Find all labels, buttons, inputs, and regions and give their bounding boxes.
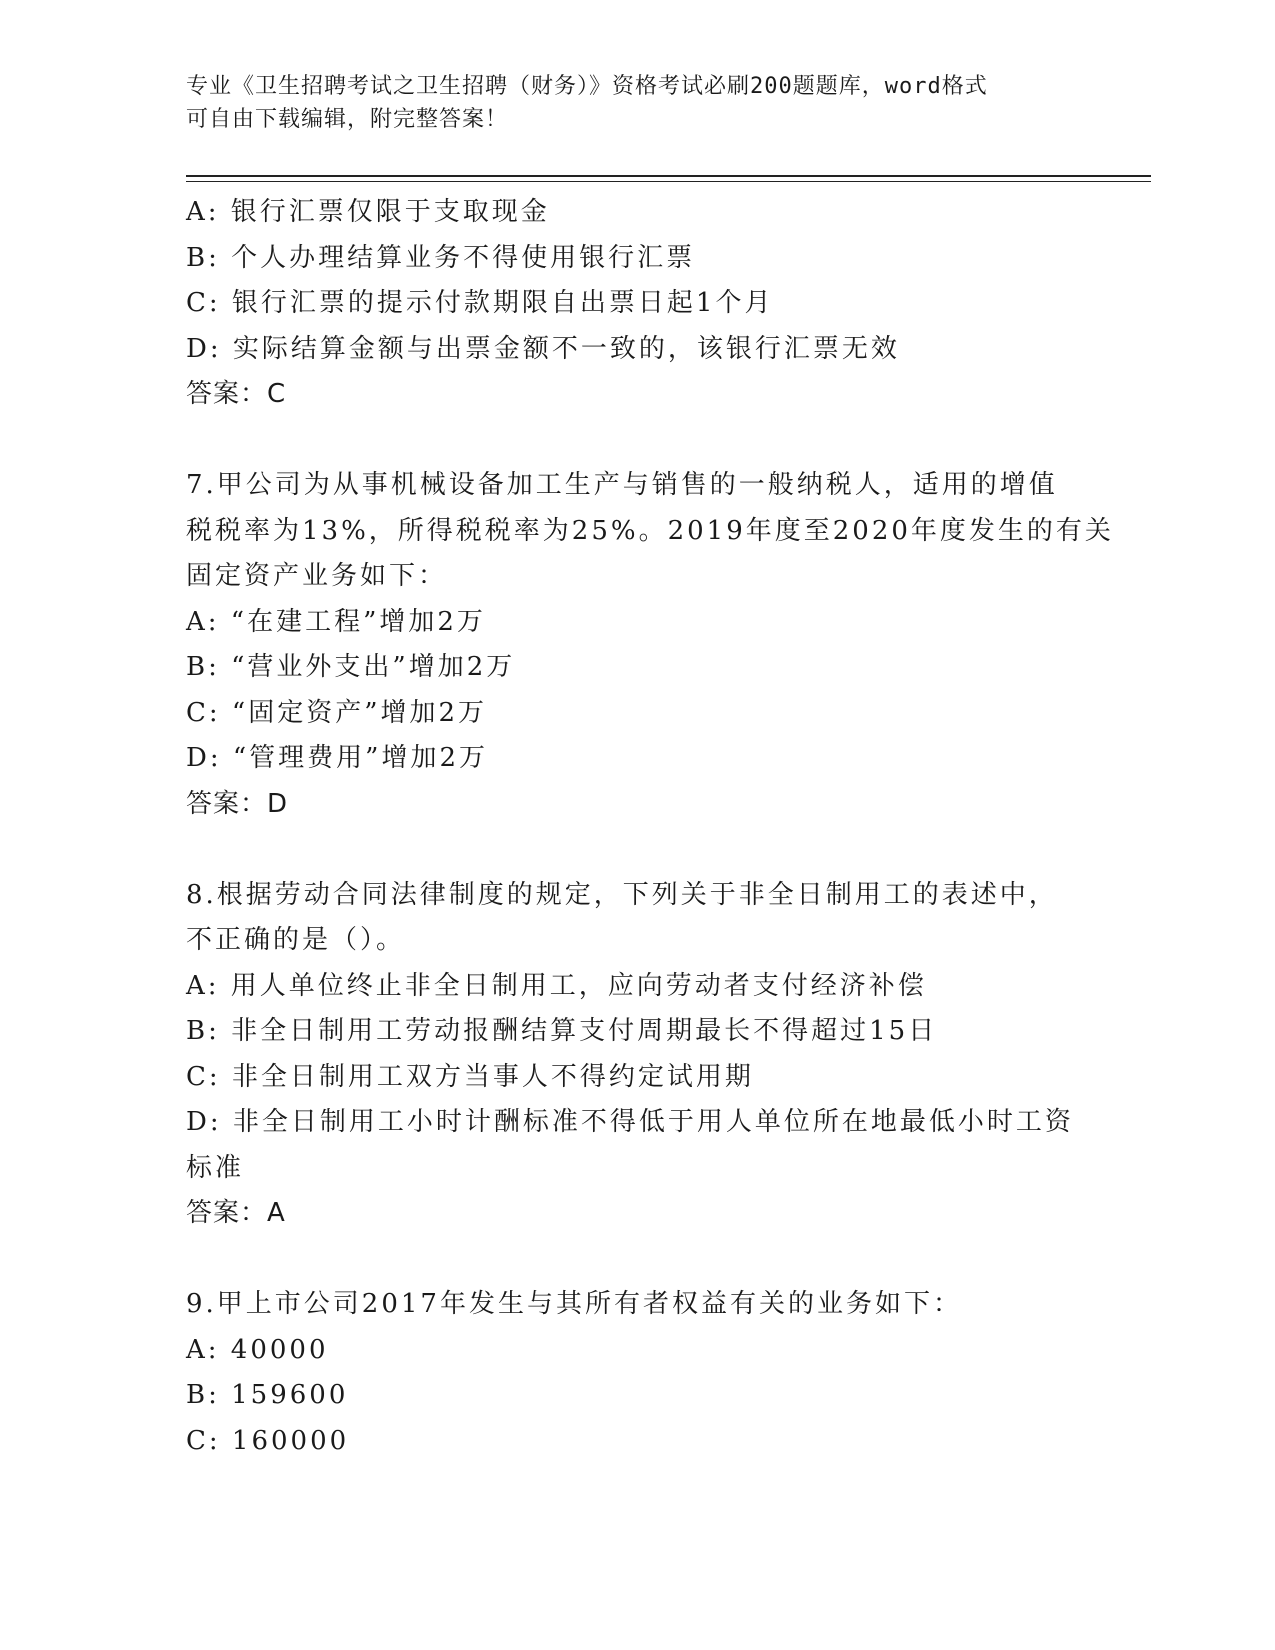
question-stem: 8.根据劳动合同法律制度的规定，下列关于非全日制用工的表述中，: [186, 879, 1058, 910]
header-line-2: 可自由下载编辑，附完整答案！: [186, 107, 509, 132]
option-b: B: 个人办理结算业务不得使用银行汇票: [186, 242, 696, 273]
question-spacer: [186, 418, 1066, 464]
question-6: [186, 190, 1066, 418]
question-8: [186, 873, 1074, 1237]
question-stem: 7.甲公司为从事机械设备加工生产与销售的一般纳税人，适用的增值: [186, 470, 1058, 500]
option-d: D: “管理费用”增加2万: [186, 743, 488, 773]
option-a: A: “在建工程”增加2万: [186, 606, 486, 637]
question-stem: 税税率为13%，所得税税率为25%。2019年度至2020年度发生的有关: [186, 515, 1114, 546]
answer: 答案：D: [186, 788, 289, 819]
option-a: A: 银行汇票仅限于支取现金: [186, 197, 550, 227]
question-spacer: [186, 1237, 1066, 1283]
question-stem: 9.甲上市公司2017年发生与其所有者权益有关的业务如下：: [186, 1289, 962, 1319]
answer: 答案：C: [186, 379, 287, 409]
header-divider-thick: [186, 175, 1151, 177]
answer: 答案：A: [186, 1198, 286, 1228]
header-divider-thin: [186, 181, 1151, 182]
option-b: B: 159600: [186, 1380, 349, 1410]
option-b: B: “营业外支出”增加2万: [186, 652, 516, 682]
option-b: B: 非全日制用工劳动报酬结算支付周期最长不得超过15日: [186, 1016, 938, 1046]
option-d: D: 非全日制用工小时计酬标准不得低于用人单位所在地最低小时工资: [186, 1107, 1074, 1137]
header-line-1: 专业《卫生招聘考试之卫生招聘（财务）》资格考试必刷200题题库，word格式: [186, 74, 988, 99]
document-header: [186, 70, 1066, 136]
question-stem: 固定资产业务如下：: [186, 561, 448, 591]
option-d-continued: 标准: [186, 1152, 245, 1183]
question-stem: 不正确的是（）。: [186, 925, 406, 955]
option-c: C: 银行汇票的提示付款期限自出票日起1个月: [186, 288, 774, 318]
option-a: A: 用人单位终止非全日制用工，应向劳动者支付经济补偿: [186, 970, 927, 1001]
option-d: D: 实际结算金额与出票金额不一致的，该银行汇票无效: [186, 333, 900, 364]
question-list: [186, 190, 1114, 1464]
question-9: [186, 1282, 1066, 1464]
question-spacer: [186, 827, 1066, 873]
option-c: C: 160000: [186, 1425, 350, 1456]
question-7: [186, 463, 1114, 827]
option-c: C: 非全日制用工双方当事人不得约定试用期: [186, 1061, 754, 1092]
option-c: C: “固定资产”增加2万: [186, 697, 488, 728]
option-a: A: 40000: [186, 1334, 329, 1365]
